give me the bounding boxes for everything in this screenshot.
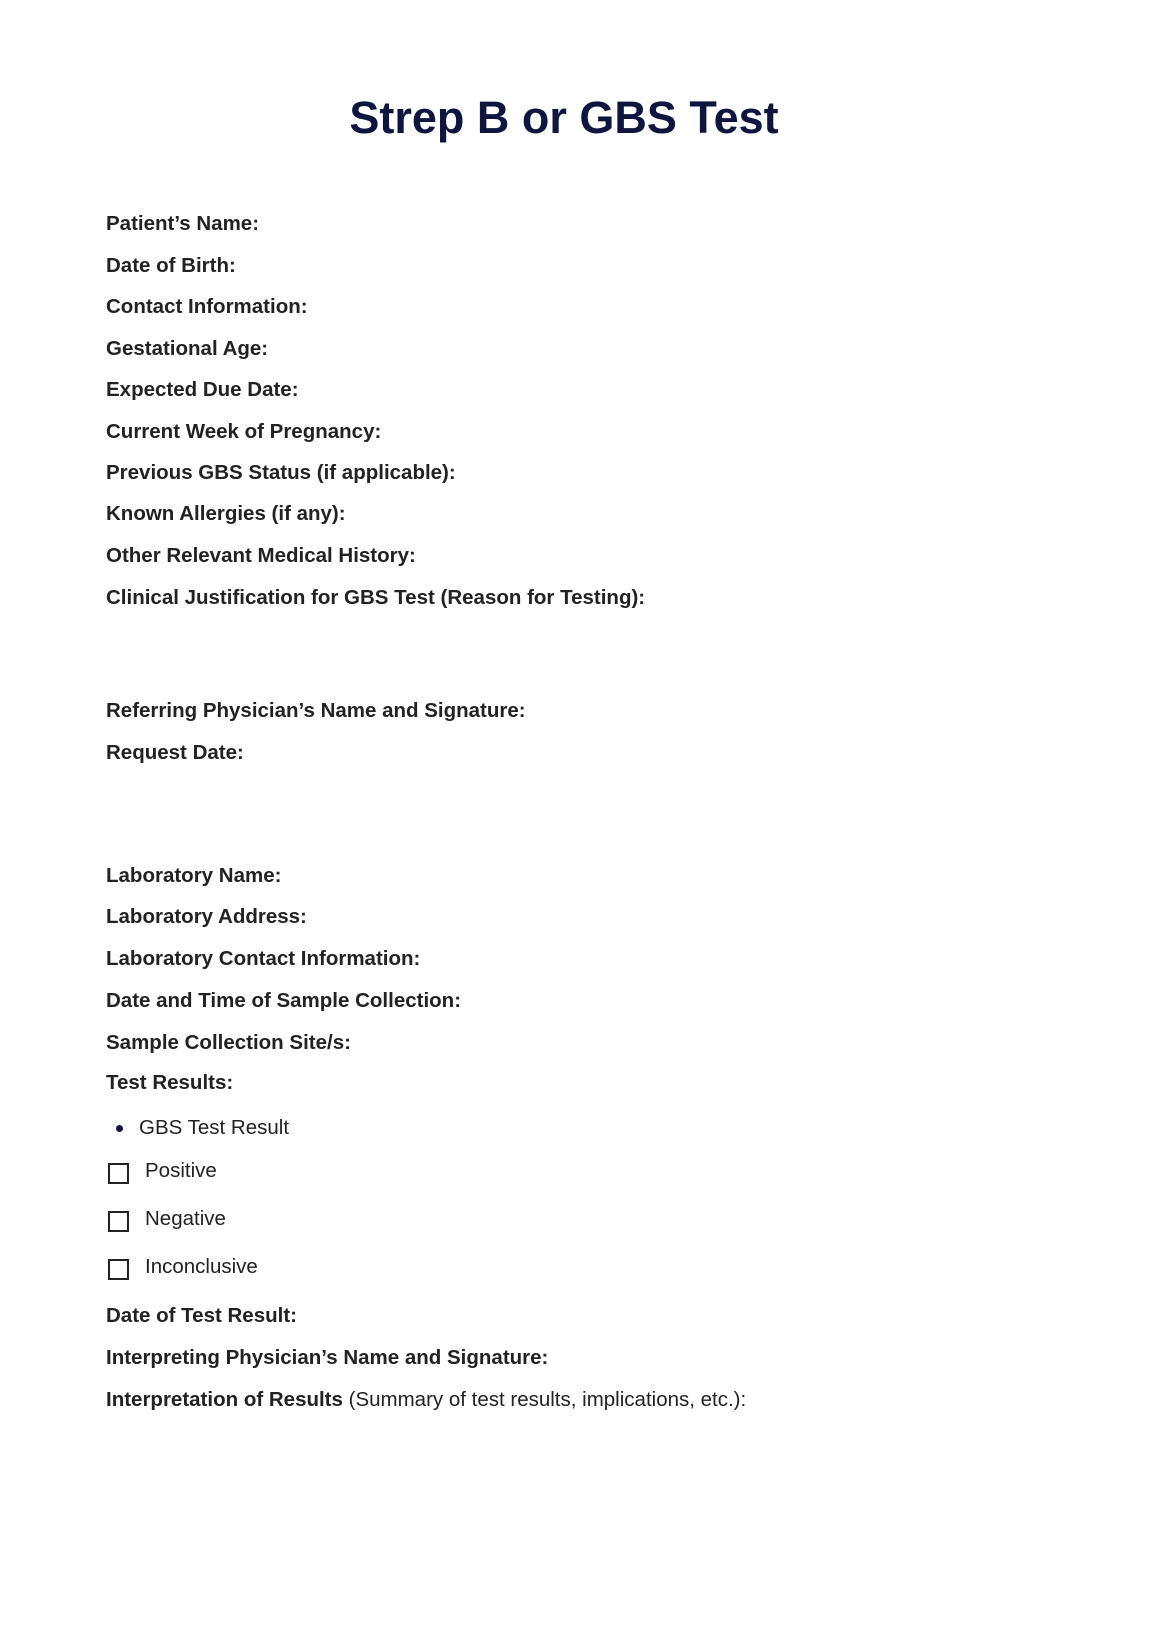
- laboratory-contact-field: Laboratory Contact Information:: [106, 947, 421, 970]
- inconclusive-label: Inconclusive: [145, 1255, 258, 1278]
- positive-label: Positive: [145, 1159, 217, 1182]
- page-title: Strep B or GBS Test: [349, 92, 779, 143]
- positive-checkbox[interactable]: [108, 1163, 129, 1184]
- contact-information-field: Contact Information:: [106, 295, 308, 318]
- laboratory-name-field: Laboratory Name:: [106, 864, 282, 887]
- sample-collection-site-field: Sample Collection Site/s:: [106, 1031, 351, 1054]
- test-results-heading: Test Results:: [106, 1071, 234, 1094]
- bullet-icon: [116, 1125, 123, 1132]
- known-allergies-field: Known Allergies (if any):: [106, 502, 346, 525]
- gbs-test-result-label: GBS Test Result: [139, 1116, 290, 1139]
- expected-due-date-field: Expected Due Date:: [106, 378, 299, 401]
- negative-checkbox[interactable]: [108, 1211, 129, 1232]
- sample-collection-date-field: Date and Time of Sample Collection:: [106, 989, 462, 1012]
- gestational-age-field: Gestational Age:: [106, 337, 269, 360]
- clinical-justification-field: Clinical Justification for GBS Test (Reason for Testing):: [106, 586, 646, 609]
- request-date-field: Request Date:: [106, 741, 244, 764]
- date-of-test-result-field: Date of Test Result:: [106, 1304, 297, 1327]
- interpretation-note: (Summary of test results, implications, etc.):: [342, 1388, 747, 1411]
- inconclusive-checkbox[interactable]: [108, 1259, 129, 1280]
- date-of-birth-field: Date of Birth:: [106, 254, 236, 277]
- negative-label: Negative: [145, 1207, 226, 1230]
- laboratory-address-field: Laboratory Address:: [106, 905, 307, 928]
- interpreting-physician-field: Interpreting Physician’s Name and Signature:: [106, 1346, 549, 1369]
- previous-gbs-status-field: Previous GBS Status (if applicable):: [106, 461, 456, 484]
- patient-name-field: Patient’s Name:: [106, 212, 260, 235]
- interpretation-label: Interpretation of Results: [106, 1388, 343, 1411]
- referring-physician-field: Referring Physician’s Name and Signature:: [106, 699, 526, 722]
- medical-history-field: Other Relevant Medical History:: [106, 544, 416, 567]
- interpretation-field: [106, 1388, 746, 1412]
- current-week-field: Current Week of Pregnancy:: [106, 420, 382, 443]
